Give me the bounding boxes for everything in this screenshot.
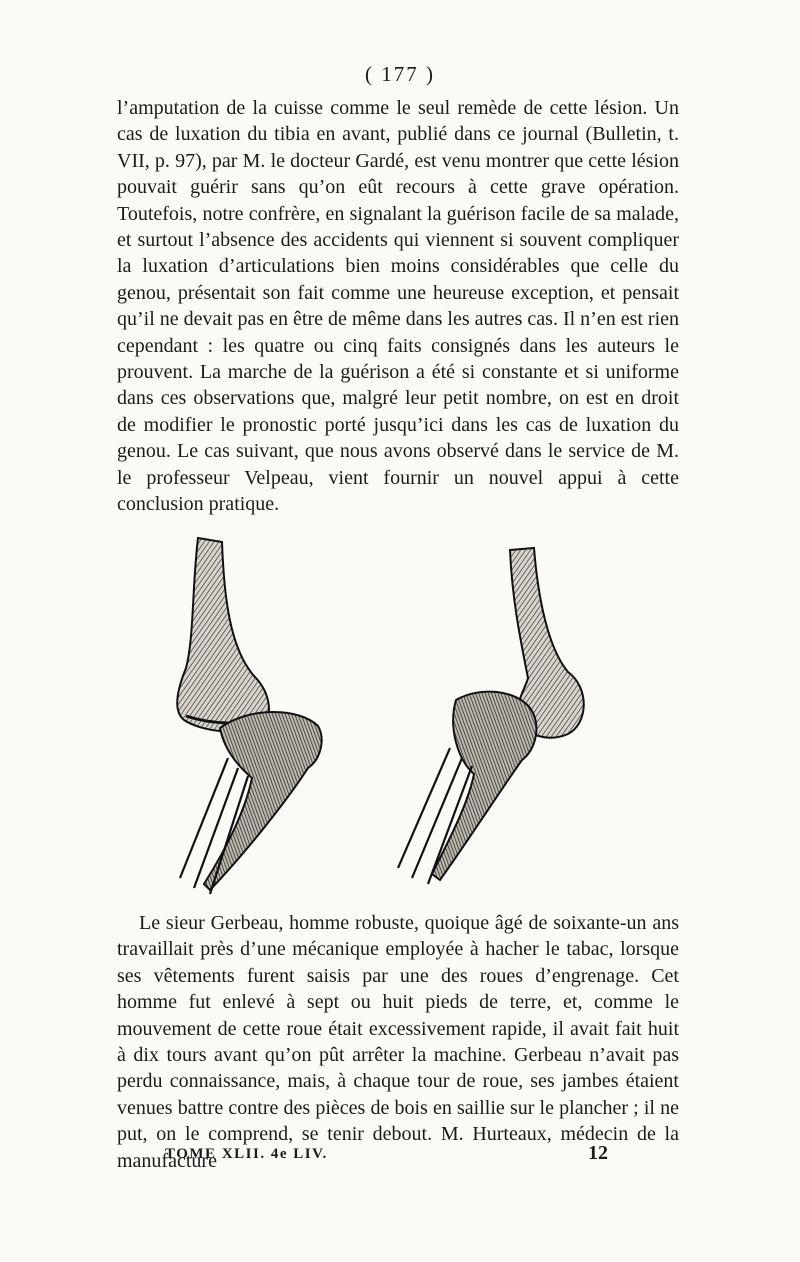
paragraph-bottom: Le sieur Gerbeau, homme robuste, quoique âgé de soixante-un ans travaillait près d’une mécanique employée à hacher le tabac, lorsque ses vêtements furent saisis par une des roues d’engrenage. Cet homme fut enlevé à sept ou huit pieds de terre, et, comme le mouvement de cette roue était excessivement rapide, il avait fait huit à dix tours avant qu’on pût arrêter la machine. Gerbeau n’avait pas perdu connaissance, mais, à chaque tour de roue, ses jambes étaient venues battre contre des pièces de bois en saillie sur le plancher ; il ne put, on le comprend, se tenir debout. M. Hurteaux, médecin de la manufacture bbox=[117, 912, 679, 1172]
left-femur bbox=[177, 538, 269, 732]
signature-mark: TOME XLII. 4e LIV. bbox=[165, 1146, 328, 1162]
page-number: ( 177 ) bbox=[365, 62, 435, 86]
folio-number: 12 bbox=[588, 1142, 608, 1164]
paragraph-top: l’amputation de la cuisse comme le seul remède de cette lésion. Un cas de luxation du tibia en avant, publié dans ce journal (Bulletin, t. VII, p. 97), par M. le docteur Gardé, est venu montrer que cette lésion pouvait guérir sans qu’on eût recours à cette grave opération. Toutefois, notre confrère, en signalant la guérison facile de sa malade, et surtout l’absence des accidents qui viennent si souvent compliquer la luxation d’articulations bien moins considérables que celle du genou, présentait son fait comme une heureuse exception, et pensait qu’il ne devait pas en être de même dans les autres cas. Il n’en est rien cependant : les quatre ou cinq faits consignés dans les auteurs le prouvent. La marche de la guérison a été si constante et si uniforme dans ces observations que, malgré leur petit nombre, on est en droit de modifier le pronostic porté jusqu’ici dans les cas de luxation du genou. Le cas suivant, que nous avons observé dans le service de M. le professeur Velpeau, vient fournir un nouvel appui à cette conclusion pratique. bbox=[117, 97, 680, 516]
right-tibia bbox=[398, 692, 536, 884]
left-tibia bbox=[180, 712, 322, 894]
knee-bones-illustration bbox=[150, 528, 650, 908]
